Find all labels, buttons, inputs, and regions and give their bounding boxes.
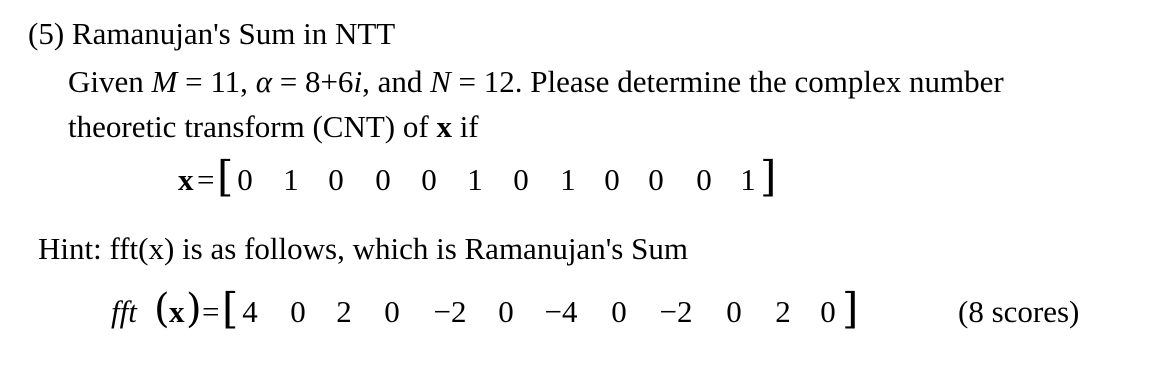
vector-entry: 0: [820, 294, 836, 329]
vector-entry: 1: [740, 162, 756, 197]
problem-title: Ramanujan's Sum in NTT: [71, 16, 396, 51]
vector-entry: 1: [467, 162, 483, 197]
symbol-alpha: α: [255, 64, 272, 99]
x-vector-equation: [0, 152, 1155, 201]
vector-entry: 2: [336, 294, 352, 329]
vector-entry: 0: [513, 162, 529, 197]
alpha-value: = 8+6: [271, 64, 354, 99]
symbol-x-bold: x: [436, 109, 452, 144]
vector-entry: −2: [433, 294, 467, 329]
vector-entry: 0: [498, 294, 514, 329]
x-equals: =: [197, 162, 215, 197]
x-right-bracket: ]: [760, 152, 777, 201]
vector-entry: 0: [290, 294, 306, 329]
fft-vector-equation: [0, 284, 1155, 333]
score-label: (8 scores): [958, 294, 1080, 329]
vector-entry: 2: [775, 294, 791, 329]
vector-entry: 0: [696, 162, 712, 197]
given-prefix: Given: [68, 64, 152, 99]
problem-heading: [28, 18, 395, 49]
vector-entry: 4: [242, 294, 258, 329]
fft-arg: x: [169, 294, 185, 329]
vector-entry: −2: [659, 294, 693, 329]
fft-left-bracket: [: [222, 284, 239, 333]
vector-entry: 1: [283, 162, 299, 197]
vector-entry: 0: [237, 162, 253, 197]
vector-entry: 0: [375, 162, 391, 197]
vector-entry: 0: [604, 162, 620, 197]
vector-entry: 0: [648, 162, 664, 197]
symbol-i: i: [353, 64, 363, 99]
vector-entry: 0: [384, 294, 400, 329]
x-left-bracket: [: [217, 152, 234, 201]
line2-prefix: theoretic transform (CNT) of: [68, 109, 437, 144]
fft-right-bracket: ]: [842, 284, 859, 333]
vector-entry: 0: [421, 162, 437, 197]
fft-equals: =: [202, 294, 220, 329]
vector-entry: 0: [328, 162, 344, 197]
given-line-2: [68, 111, 479, 142]
vector-entry: 0: [726, 294, 742, 329]
fft-function: fft: [111, 294, 137, 329]
symbol-n: N: [430, 64, 451, 99]
vector-entry: 0: [611, 294, 627, 329]
n-value-and-question: = 12. Please determine the complex number: [450, 64, 1004, 99]
m-value: = 11,: [177, 64, 256, 99]
given-line-1: [68, 66, 1004, 97]
vector-entry: 1: [560, 162, 576, 197]
fft-left-paren: (: [154, 286, 170, 332]
and-text: , and: [362, 64, 431, 99]
fft-right-paren: ): [186, 286, 202, 332]
vector-entry: −4: [544, 294, 578, 329]
symbol-m: M: [151, 64, 178, 99]
line2-suffix: if: [451, 109, 479, 144]
hint-text: Hint: fft(x) is as follows, which is Ramanujan's Sum: [38, 231, 688, 266]
x-label: x: [178, 162, 194, 197]
problem-number: (5): [28, 16, 65, 51]
hint-line: [38, 233, 688, 264]
